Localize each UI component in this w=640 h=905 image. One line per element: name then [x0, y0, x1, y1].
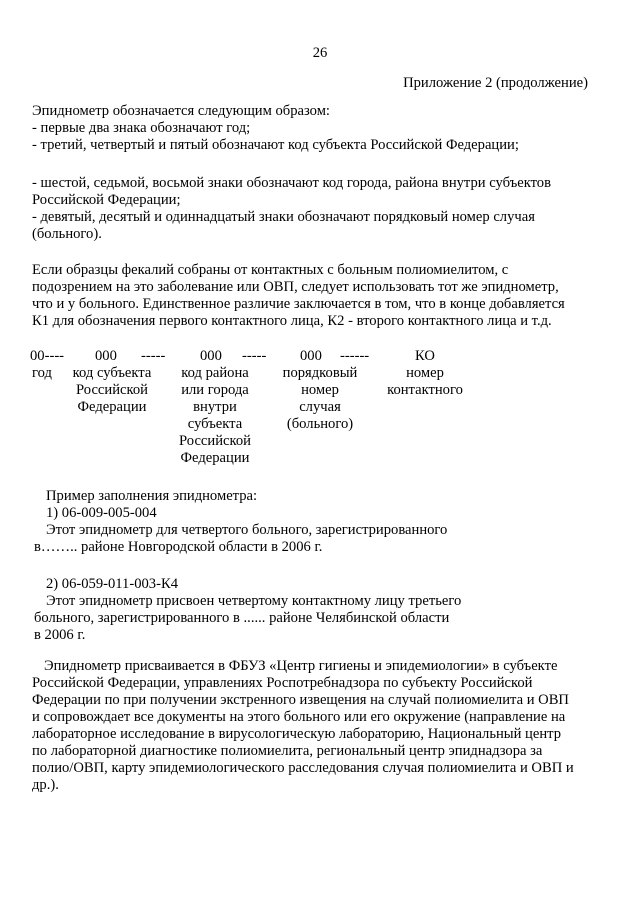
scheme-column-line: (больного)	[286, 416, 354, 432]
intro-line: - третий, четвертый и пятый обозначают код субъекта Российской Федерации;	[32, 137, 519, 153]
scheme-column-line: случая	[299, 399, 341, 415]
example-title: Пример заполнения эпиднометра:	[46, 488, 258, 504]
epidnumber-scheme-codes	[0, 348, 640, 365]
example-1-code: 1) 06-009-005-004	[46, 505, 157, 521]
scheme-column-case-number	[270, 365, 370, 433]
final-line: Российской Федерации, управлениях Роспотребнадзора по субъекту Российской	[32, 675, 533, 691]
contacts-line: Если образцы фекалий собраны от контактных с больным полиомиелитом, с	[32, 262, 509, 278]
scheme-column-line: Федерации	[180, 450, 250, 466]
scheme-code: 00----	[30, 348, 65, 364]
scheme-column-line: или города	[181, 382, 249, 398]
final-line: по лабораторной диагностике полиомиелита, региональный центр эпиднадзора за	[32, 743, 543, 759]
scheme-code: 000	[200, 348, 222, 364]
intro-line: - шестой, седьмой, восьмой знаки обозначают код города, района внутри субъектов	[32, 175, 551, 191]
example-2-line: Этот эпиднометр присвоен четвертому контактному лицу третьего	[46, 593, 462, 609]
scheme-column-line: субъекта	[187, 416, 243, 432]
scheme-column-line: номер	[406, 365, 444, 381]
scheme-column-line: Российской	[76, 382, 148, 398]
contacts-line: подозрением на это заболевание или ОВП, следует использовать тот же эпиднометр,	[32, 279, 559, 295]
scheme-column-year	[20, 365, 64, 382]
intro-line: Российской Федерации;	[32, 192, 181, 208]
final-line: лабораторное исследование в вирусологическую лабораторию, Национальный центр	[32, 726, 562, 742]
scheme-code: КО	[415, 348, 435, 364]
scheme-column-line: код субъекта	[72, 365, 152, 381]
final-line: Федерации по при получении экстренного извещения на случай полиомиелита и ОВП	[32, 692, 569, 708]
scheme-column-line: порядковый	[282, 365, 358, 381]
final-line: полио/ОВП, карту эпидемиологического расследования случая полиомиелита и ОВП и	[32, 760, 574, 776]
intro-line: Эпиднометр обозначается следующим образом:	[32, 103, 330, 119]
page-number: 26	[312, 45, 328, 61]
scheme-column-line: внутри	[193, 399, 237, 415]
scheme-code: 000	[95, 348, 117, 364]
scheme-column-contact	[375, 365, 475, 399]
final-line: др.).	[32, 777, 59, 793]
contacts-paragraph	[32, 262, 565, 330]
example-1-line: в…….. районе Новгородской области в 2006 г.	[34, 539, 323, 555]
intro-paragraph	[32, 103, 519, 154]
appendix-label: Приложение 2 (продолжение)	[403, 75, 588, 91]
scheme-column-line: Федерации	[77, 399, 147, 415]
scheme-code: ------	[340, 348, 370, 364]
scheme-column-line: код района	[181, 365, 249, 381]
contacts-line: К1 для обозначения первого контактного лица, К2 - второго контактного лица и т.д.	[32, 313, 552, 329]
scheme-code: -----	[141, 348, 166, 364]
intro-line: (больного).	[32, 226, 102, 242]
scheme-column-district	[165, 365, 265, 467]
example-1-line: Этот эпиднометр для четвертого больного, зарегистрированного	[46, 522, 448, 538]
scheme-code: -----	[242, 348, 267, 364]
intro-line: - девятый, десятый и одиннадцатый знаки обозначают порядковый номер случая	[32, 209, 535, 225]
scheme-column-line: номер	[301, 382, 339, 398]
example-2-code: 2) 06-059-011-003-К4	[46, 576, 178, 592]
example-2-line: в 2006 г.	[34, 627, 86, 643]
intro-line: - первые два знака обозначают год;	[32, 120, 251, 136]
example-2-line: больного, зарегистрированного в ...... районе Челябинской области	[34, 610, 450, 626]
scheme-column-line: год	[32, 365, 52, 381]
scheme-column-line: Российской	[179, 433, 251, 449]
final-line: Эпиднометр присваивается в ФБУЗ «Центр гигиены и эпидемиологии» в субъекте	[44, 658, 558, 674]
scheme-code: 000	[300, 348, 322, 364]
scheme-column-region	[62, 365, 162, 416]
final-line: и сопровождает все документы на этого больного или его окружение (направление на	[32, 709, 566, 725]
contacts-line: что и у больного. Единственное различие заключается в том, что в конце добавляется	[32, 296, 565, 312]
scheme-column-line: контактного	[387, 382, 463, 398]
intro-paragraph-2	[32, 175, 551, 243]
